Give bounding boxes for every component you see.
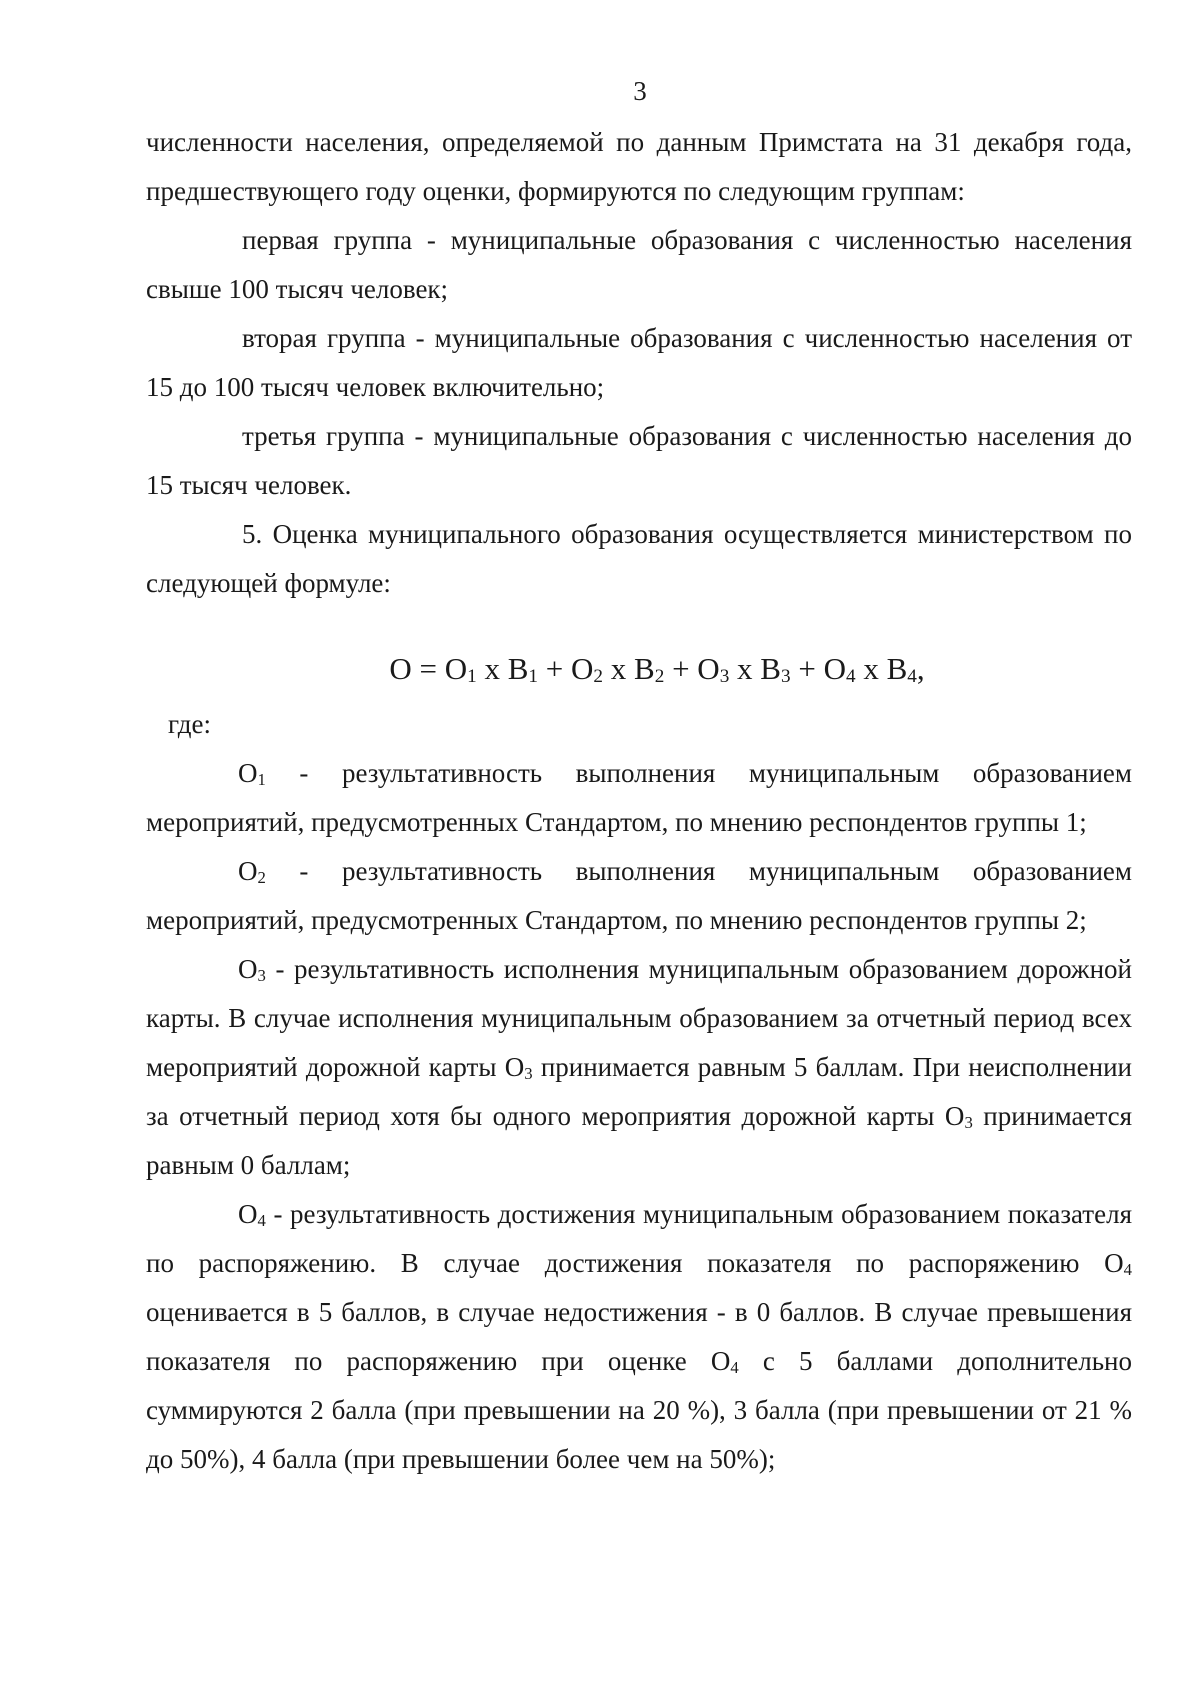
document-body [146, 118, 1132, 1484]
paragraph-point-5: 5. Оценка муниципального образования осуществляется министерством по следующей формуле: [146, 519, 1132, 598]
where-label: где: [168, 709, 211, 739]
paragraph-group-3: третья группа - муниципальные образования с численностью населения до 15 тысяч человек. [146, 421, 1132, 500]
definition-o2: $О_2$ - результативность выполнения муниципальным образованием мероприятий, предусмотренных Стандартом, по мнению респондентов группы 2; [146, 856, 1132, 935]
definition-o4: $О_4$ - результативность достижения муниципальным образованием показателя по распоряжению. В случае достижения показателя по распоряжению $О_4$ оценивается в 5 баллов, в случае недостижения - в 0 баллов. В случае превышения показателя по распоряжению при оценке $О_4$ с 5 баллами дополнительно суммируются 2 балла (при превышении на 20 %), 3 балла (при превышении от 21 % до 50%), 4 балла (при превышении более чем на 50%); [146, 1199, 1132, 1474]
paragraph-group-2: вторая группа - муниципальные образования с численностью населения от 15 до 100 тысяч человек включительно; [146, 323, 1132, 402]
paragraph-continuation: численности населения, определяемой по данным Примстата на 31 декабря года, предшествующего году оценки, формируются по следующим группам: [146, 127, 1132, 206]
definition-o1: $О_1$ - результативность выполнения муниципальным образованием мероприятий, предусмотренных Стандартом, по мнению респондентов группы 1; [146, 758, 1132, 837]
paragraph-group-1: первая группа - муниципальные образования с численностью населения свыше 100 тысяч человек; [146, 225, 1132, 304]
formula: $О = О_1$ х $В_1 + О_2$ х $В_2 + О_3$ х $В_3 + О_4$ х $В_4$, [389, 651, 925, 687]
definition-o3: $О_3$ - результативность исполнения муниципальным образованием дорожной карты. В случае исполнения муниципальным образованием за отчетный период всех мероприятий дорожной карты $О_3$ принимается равным 5 баллам. При неисполнении за отчетный период хотя бы одного мероприятия дорожной карты $О_3$ принимается равным 0 баллам; [146, 954, 1133, 1180]
page-number: 3 [633, 76, 647, 106]
